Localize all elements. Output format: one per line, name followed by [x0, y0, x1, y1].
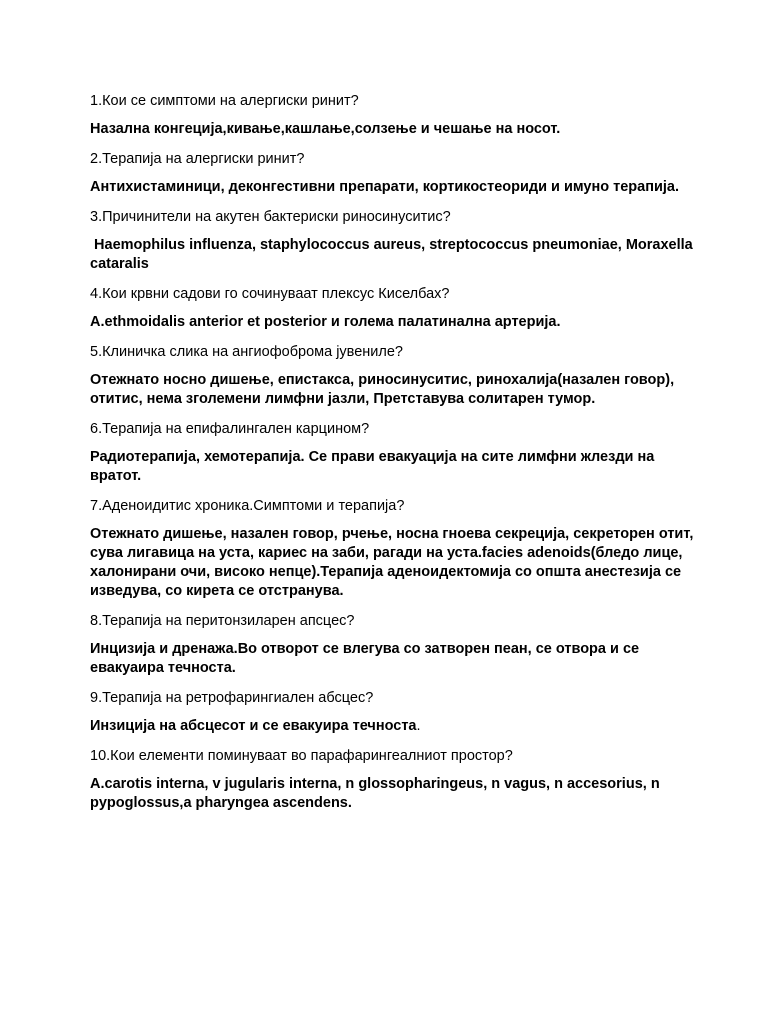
question-4: 4.Кои крвни садови го сочинуваат плексус Киселбах?: [90, 286, 450, 302]
question-1: 1.Кои се симптоми на алергиски ринит?: [90, 93, 359, 109]
question-6: 6.Терапија на епифалингален карцином?: [90, 421, 370, 437]
answer-2: Антихистаминици, деконгестивни препарати, кортикостеориди и имуно терапија.: [90, 179, 680, 195]
qa-item-10: [90, 747, 700, 813]
answer-1: Назална конгеција,кивање,кашлање,солзење и чешање на носот.: [90, 121, 561, 137]
qa-item-8: [90, 612, 700, 678]
qa-item-6: [90, 420, 700, 486]
question-10: 10.Кои елементи поминуваат во парафарингеалниот простор?: [90, 748, 513, 764]
qa-item-9: [90, 689, 700, 736]
question-9: 9.Терапија на ретрофарингиален абсцес?: [90, 690, 374, 706]
answer-8: Инцизија и дренажа.Во отворот се влегува со затворен пеан, се отвора и се евакуаира течноста.: [90, 641, 640, 676]
question-8: 8.Терапија на перитонзиларен апсцес?: [90, 613, 355, 629]
answer-6: Радиотерапија, хемотерапија. Се прави евакуација на сите лимфни жлезди на вратот.: [90, 449, 655, 484]
question-7: 7.Аденоидитис хроника.Симптоми и терапија?: [90, 498, 405, 514]
answer-4: A.ethmoidalis anterior et posterior и голема палатинална артерија.: [90, 314, 561, 330]
answer-3: Haemophilus influenza, staphylococcus aureus, streptococcus pneumoniae, Moraxella cataralis: [90, 237, 697, 272]
answer-5: Отежнато носно дишење, епистакса, риносинуситис, ринохалија(назален говор), отитис, нема зголемени лимфни јазли, Претставува солитарен тумор.: [90, 372, 675, 407]
answer-9-period: .: [416, 718, 421, 734]
qa-item-3: [90, 208, 700, 274]
qa-item-4: [90, 285, 700, 332]
answer-9-text: Инзиција на абсцесот и се евакуира течноста: [90, 718, 417, 734]
answer-10: A.carotis interna, v jugularis interna, n glossopharingeus, n vagus, n accesorius, n pypoglossus,a pharyngea ascendens.: [90, 776, 660, 811]
qa-item-5: [90, 343, 700, 409]
answer-7: Отежнато дишење, назален говор, рчење, носна гноева секреција, секреторен отит, сува лигавица на уста, кариес на заби, рагади на уста.facies adenoids(бледо лице, халонирани очи, високо непце).Терапија аденоидектомија со општа анестезија се изведува, со кирета се отстранува.: [90, 526, 694, 599]
answer-9: [90, 717, 700, 736]
question-2: 2.Терапија на алергиски ринит?: [90, 151, 305, 167]
qa-item-2: [90, 150, 700, 197]
document-page: [90, 92, 700, 824]
qa-item-7: [90, 497, 700, 601]
qa-item-1: [90, 92, 700, 139]
question-5: 5.Клиничка слика на ангиофоброма јувениле?: [90, 344, 403, 360]
question-3: 3.Причинители на акутен бактериски риносинуситис?: [90, 209, 451, 225]
